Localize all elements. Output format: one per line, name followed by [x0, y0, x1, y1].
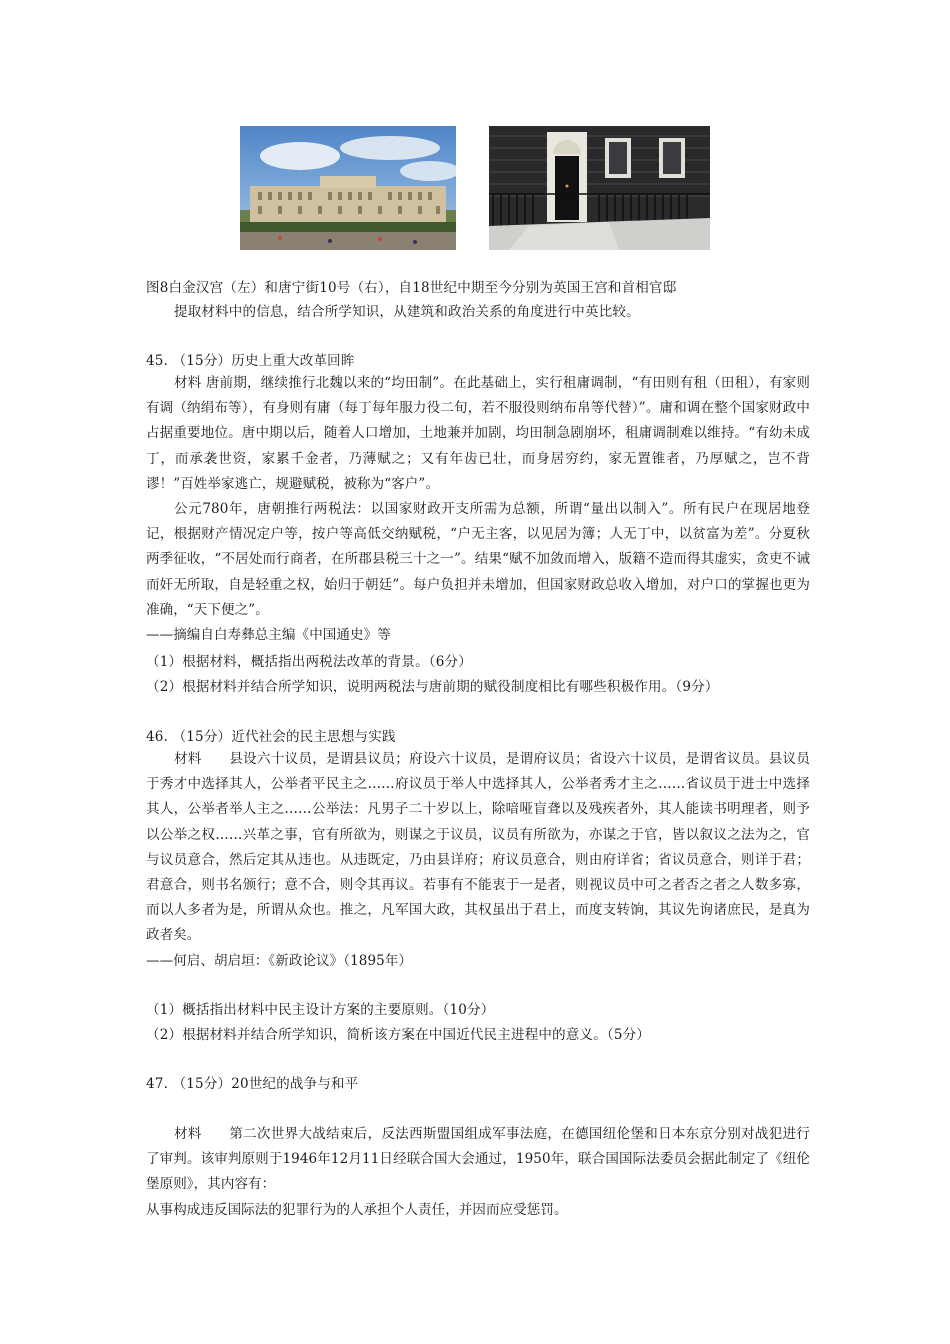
q47-para1: 材料 第二次世界大战结束后，反法西斯盟国组成军事法庭，在德国纽伦堡和日本东京分别对战犯进行了审判。该审判原则于1946年12月11日经联合国大会通过，1950年，联合国国际法委员会据此制定了《纽伦堡原则》，其内容有： [146, 1126, 810, 1193]
q45-sub2: （2）根据材料并结合所学知识，说明两税法与唐前期的赋役制度相比有哪些积极作用。（9分） [146, 679, 719, 695]
q46-title: 46. （15分）近代社会的民主思想与实践 [146, 729, 396, 745]
q45-material [146, 371, 810, 648]
figure-caption: 图8白金汉宫（左）和唐宁街10号（右），自18世纪中期至今分别为英国王宫和首相官邸 [146, 280, 677, 296]
q44-prompt: 提取材料中的信息，结合所学知识，从建筑和政治关系的角度进行中英比较。 [174, 304, 640, 320]
q45-para1: 材料 唐前期，继续推行北魏以来的“均田制”。在此基础上，实行租庸调制，“有田则有租（田租），有家则有调（纳绢布等），有身则有庸（每丁每年服力役二旬，若不服役则纳布帛等代替）”。庸和调在整个国家财政中占据重要地位。唐中期以后，随着人口增加，土地兼并加剧，均田制急剧崩坏，租庸调制难以维持。“有幼未成丁，而承袭世资，家累千金者，乃薄赋之；又有年齿已壮，而身居穷约，家无置锥者，乃厚赋之，岂不背谬！”百姓举家逃亡，规避赋税，被称为“客户”。 [146, 375, 810, 492]
q46-sub2: （2）根据材料并结合所学知识，简析该方案在中国近代民主进程中的意义。（5分） [146, 1027, 651, 1043]
q45-sub1: （1）根据材料，概括指出两税法改革的背景。（6分） [146, 654, 472, 670]
q45-para2: 公元780年，唐朝推行两税法：以国家财政开支所需为总额，所谓“量出以制入”。所有民户在现居地登记，根据财产情况定户等，按户等高低交纳赋税，“户无主客，以见居为簿；人无丁中，以贫富为差”。分夏秋两季征收，“不居处而行商者，在所郡县税三十之一”。结果“赋不加敛而增入，版籍不造而得其虚实，贪吏不诫而奸无所取，自是轻重之权，始归于朝廷”。每户负担并未增加，但国家财政总收入增加，对户口的掌握也更为准确，“天下便之”。 [146, 501, 810, 618]
q46-material [146, 747, 810, 974]
q47-para2: 从事构成违反国际法的犯罪行为的人承担个人责任，并因而应受惩罚。 [146, 1201, 568, 1218]
q46-para1: 材料 县设六十议员，是谓县议员；府设六十议员，是谓府议员；省设六十议员，是谓省议员。县议员于秀才中选择其人，公举者平民主之……府议员于举人中选择其人，公举者秀才主之……省议员于进士中选择其人，公举者举人主之……公举法：凡男子二十岁以上，除喑哑盲聋以及残疾者外，其人能读书明理者，则予以公举之权……兴革之事，官有所欲为，则谋之于议员，议员有所欲为，亦谋之于官，皆以叙议之法为之，官与议员意合，然后定其从违也。从违既定，乃由县详府；府议员意合，则由府详省；省议员意合，则详于君；君意合，则书名颁行；意不合，则令其再议。若事有不能衷于一是者，则视议员中可之者否之者之人数多寡，而以人多者为是，所谓从众也。推之，凡军国大政，其权虽出于君上，而度支转饷，其议先询诸庶民，是真为政者矣。 [146, 751, 810, 944]
q47-material [146, 1122, 810, 1223]
downing-street-photo [489, 126, 710, 250]
q45-source: ——摘编自白寿彝总主编《中国通史》等 [146, 627, 391, 644]
buckingham-palace-photo [240, 126, 456, 250]
q46-source: ——何启、胡启垣：《新政论议》（1895年） [146, 952, 413, 969]
q46-sub1: （1）概括指出材料中民主设计方案的主要原则。（10分） [146, 1002, 495, 1018]
q47-title: 47. （15分）20世纪的战争与和平 [146, 1076, 359, 1092]
q45-title: 45. （15分）历史上重大改革回眸 [146, 353, 355, 369]
